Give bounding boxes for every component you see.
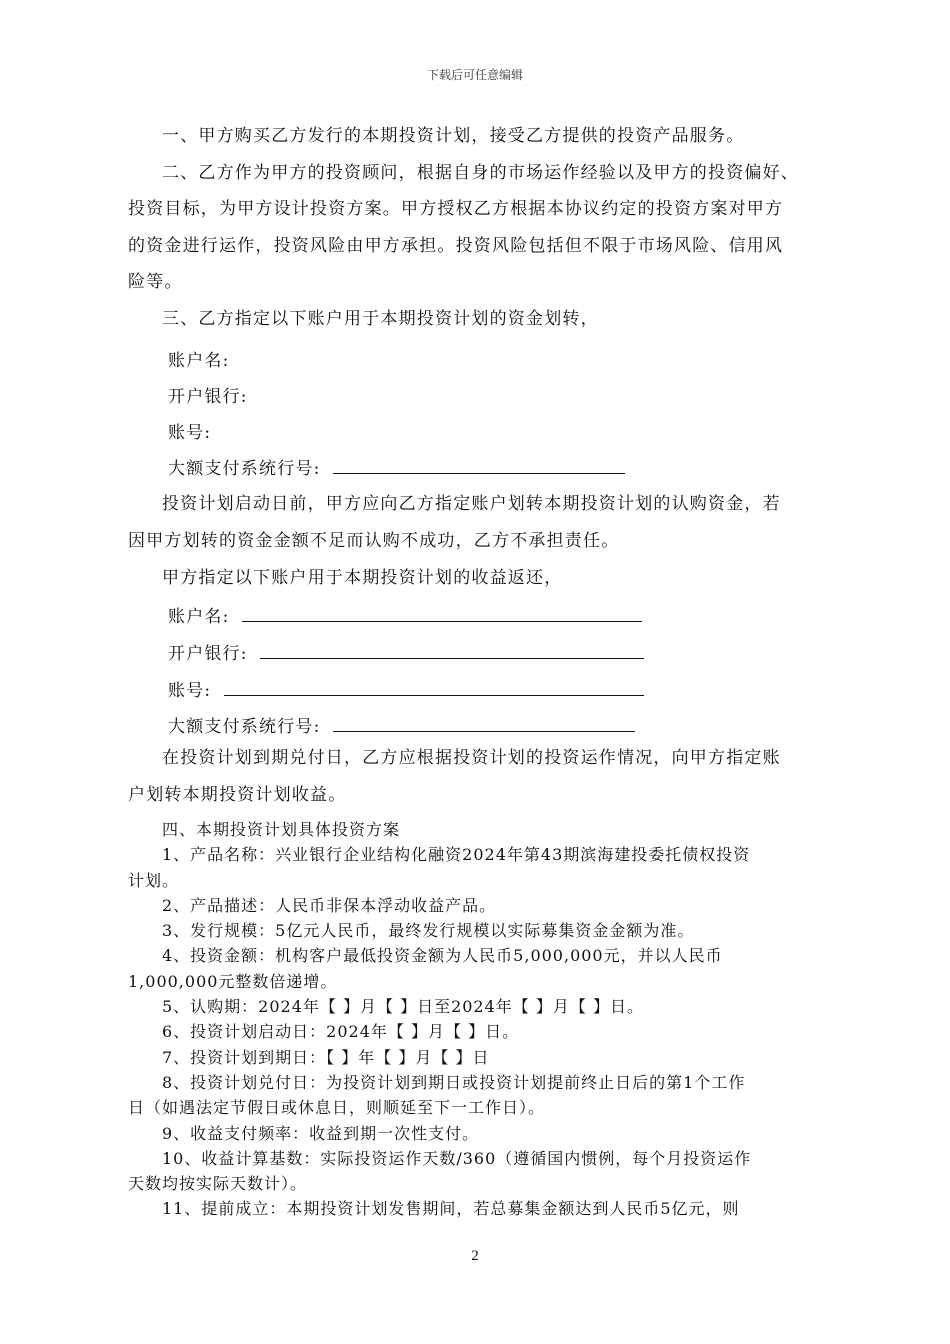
plan-item: 9、收益支付频率：收益到期一次性支付。 [162, 1123, 480, 1143]
account-a-payment-blank[interactable] [333, 715, 635, 732]
plan-item: 计划。 [128, 870, 180, 890]
plan-item: 8、投资计划兑付日：为投资计划到期日或投资计划提前终止日后的第1个工作 [162, 1072, 746, 1092]
account-b-number-label: 账号: [168, 423, 212, 443]
maturity-note [128, 740, 840, 813]
account-a-name-blank[interactable] [242, 605, 642, 622]
clause-two-line-4: 险等。 [128, 272, 183, 292]
page-header: 下载后可任意编辑 [426, 68, 523, 82]
account-a-bank [168, 639, 644, 664]
account-b-bank [168, 382, 248, 407]
account-a-bank-blank[interactable] [260, 642, 644, 659]
plan-item: 10、收益计算基数：实际投资运作天数/360（遵循国内惯例，每个月投资运作 [162, 1148, 752, 1168]
maturity-note-line-1: 在投资计划到期兑付日，乙方应根据投资计划的投资运作情况，向甲方指定账 [162, 748, 781, 768]
account-a-number-label: 账号: [168, 681, 212, 701]
clause-three: 三、乙方指定以下账户用于本期投资计划的资金划转， [162, 308, 599, 329]
maturity-note-line-2: 户划转本期投资计划收益。 [128, 784, 347, 805]
plan-item: 11、提前成立：本期投资计划发售期间，若总募集金额达到人民币5亿元，则 [162, 1199, 740, 1219]
account-b-name [168, 346, 230, 371]
account-a-name-label: 账户名: [168, 607, 230, 627]
section-one [128, 118, 840, 337]
account-a-number-blank[interactable] [224, 679, 644, 696]
section-four [128, 817, 840, 1222]
account-a-name [168, 602, 642, 627]
page-number: 2 [471, 1248, 479, 1264]
plan-item: 6、投资计划启动日：2024年【 】月【 】日。 [162, 1022, 520, 1042]
account-a-payment-label: 大额支付系统行号: [168, 717, 321, 737]
plan-item: 4、投资金额：机构客户最低投资金额为人民币5,000,000元，并以人民币 [162, 946, 723, 966]
plan-item: 1、产品名称：兴业银行企业结构化融资2024年第43期滨海建投委托债权投资 [162, 845, 751, 865]
plan-item: 2、产品描述：人民币非保本浮动收益产品。 [162, 895, 497, 915]
plan-item: 1,000,000元整数倍递增。 [128, 971, 338, 991]
account-a-number [168, 676, 644, 701]
account-b-payment-label: 大额支付系统行号: [168, 459, 321, 479]
section-four-title: 四、本期投资计划具体投资方案 [162, 820, 401, 839]
plan-item: 7、投资计划到期日：【 】年【 】月【 】日 [162, 1047, 490, 1067]
transfer-note-line-1: 投资计划启动日前，甲方应向乙方指定账户划转本期投资计划的认购资金，若 [162, 494, 781, 514]
clause-two-line-2: 投资目标，为甲方设计投资方案。甲方授权乙方根据本协议约定的投资方案对甲方 [128, 199, 784, 219]
clause-two-line-3: 的资金进行运作，投资风险由甲方承担。投资风险包括但不限于市场风险、信用风 [128, 235, 784, 256]
account-b-name-label: 账户名: [168, 351, 230, 371]
plan-item: 天数均按实际天数计）。 [128, 1174, 308, 1194]
account-b-payment [168, 454, 625, 479]
plan-item: 5、认购期：2024年【 】月【 】日至2024年【 】月【 】日。 [162, 997, 644, 1017]
account-a-bank-label: 开户银行: [168, 644, 248, 664]
transfer-note-line-2: 因甲方划转的资金金额不足而认购不成功，乙方不承担责任。 [128, 530, 620, 551]
account-b-number [168, 418, 211, 443]
return-intro: 甲方指定以下账户用于本期投资计划的收益返还， [162, 568, 563, 588]
clause-one: 一、甲方购买乙方发行的本期投资计划，接受乙方提供的投资产品服务。 [162, 126, 745, 146]
plan-item: 日（如遇法定节假日或休息日，则顺延至下一工作日）。 [128, 1098, 546, 1118]
account-b-payment-blank[interactable] [333, 457, 625, 474]
account-a-payment [168, 712, 635, 737]
account-b-bank-label: 开户银行: [168, 387, 248, 407]
plan-item: 3、发行规模：5亿元人民币，最终发行规模以实际募集资金金额为准。 [162, 921, 695, 941]
clause-two-line-1: 二、乙方作为甲方的投资顾问，根据自身的市场运作经验以及甲方的投资偏好、 [162, 162, 799, 183]
transfer-note [128, 486, 840, 597]
